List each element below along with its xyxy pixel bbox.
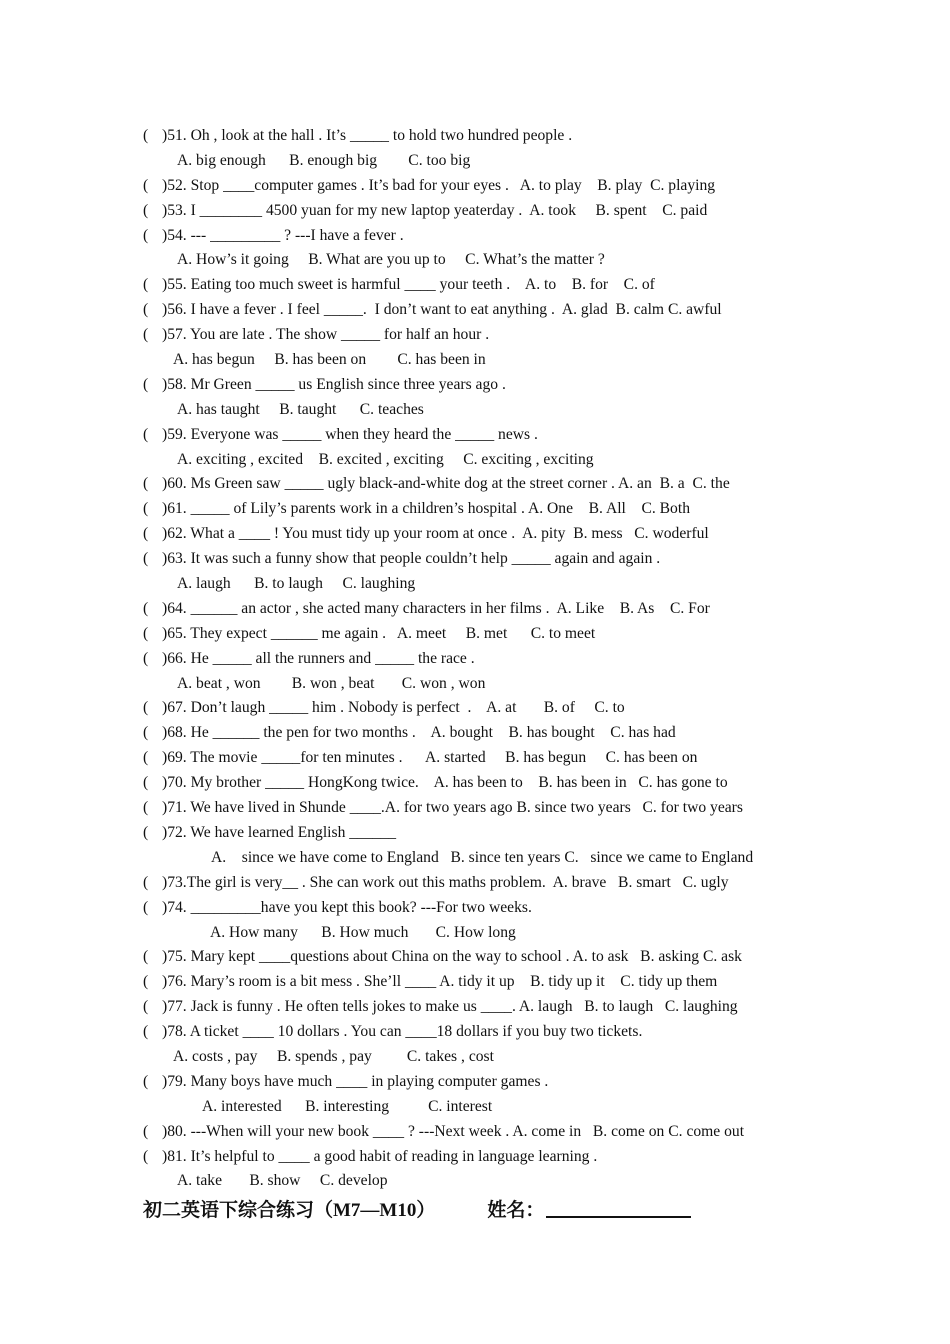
question-item bbox=[143, 896, 823, 921]
answer-bracket[interactable]: ( bbox=[143, 898, 149, 916]
answer-bracket-close: ) bbox=[162, 301, 168, 319]
answer-bracket[interactable]: ( bbox=[143, 624, 149, 642]
answer-bracket-close: ) bbox=[162, 550, 168, 568]
question-stem: 56. I have a fever . I feel _____. I don’t want to eat anything . A. glad B. calm C. awful bbox=[167, 301, 722, 319]
question-item bbox=[143, 174, 823, 199]
question-stem: 64. ______ an actor , she acted many characters in her films . A. Like B. As C. For bbox=[167, 599, 710, 617]
question-stem: 79. Many boys have much ____ in playing computer games . bbox=[167, 1072, 549, 1090]
worksheet-footer bbox=[143, 1196, 823, 1224]
question-item bbox=[143, 547, 823, 572]
answer-bracket-close: ) bbox=[162, 649, 168, 667]
answer-bracket[interactable]: ( bbox=[143, 724, 149, 742]
question-stem: 63. It was such a funny show that people couldn’t help _____ again and again . bbox=[167, 550, 661, 568]
answer-bracket[interactable]: ( bbox=[143, 1122, 149, 1140]
question-options: A. How’s it going B. What are you up to C. What’s the matter ? bbox=[177, 251, 605, 269]
question-stem: 71. We have lived in Shunde ____.A. for two years ago B. since two years C. for two years bbox=[167, 799, 743, 817]
question-stem: 77. Jack is funny . He often tells jokes to make us ____. A. laugh B. to laugh C. laughing bbox=[167, 998, 738, 1016]
question-item bbox=[143, 746, 823, 771]
question-stem: 59. Everyone was _____ when they heard the _____ news . bbox=[167, 425, 538, 443]
question-stem: 51. Oh , look at the hall . It’s _____ to hold two hundred people . bbox=[167, 127, 573, 144]
answer-bracket-close: ) bbox=[162, 998, 168, 1016]
question-stem: 70. My brother _____ HongKong twice. A. has been to B. has been in C. has gone to bbox=[167, 774, 728, 792]
question-stem: 55. Eating too much sweet is harmful ____ your teeth . A. to B. for C. of bbox=[167, 276, 655, 294]
answer-bracket[interactable]: ( bbox=[143, 525, 149, 543]
question-stem: 58. Mr Green _____ us English since three years ago . bbox=[167, 375, 506, 393]
answer-bracket-close: ) bbox=[162, 1122, 168, 1140]
answer-bracket-close: ) bbox=[162, 1147, 168, 1165]
answer-bracket-close: ) bbox=[162, 226, 168, 244]
answer-bracket-close: ) bbox=[162, 774, 168, 792]
question-options: A. big enough B. enough big C. too big bbox=[177, 151, 471, 169]
question-stem: 74. _________have you kept this book? ---For two weeks. bbox=[167, 898, 532, 916]
answer-bracket[interactable]: ( bbox=[143, 500, 149, 518]
question-stem: 62. What a ____ ! You must tidy up your room at once . A. pity B. mess C. woderful bbox=[167, 525, 709, 543]
answer-bracket[interactable]: ( bbox=[143, 176, 149, 194]
answer-bracket-close: ) bbox=[162, 948, 168, 966]
answer-bracket-close: ) bbox=[162, 375, 168, 393]
question-stem: 53. I ________ 4500 yuan for my new laptop yeaterday . A. took B. spent C. paid bbox=[167, 201, 708, 219]
answer-bracket-close: ) bbox=[162, 425, 168, 443]
question-item bbox=[143, 497, 823, 522]
name-blank[interactable] bbox=[546, 1196, 691, 1218]
question-item bbox=[143, 995, 823, 1020]
answer-bracket[interactable]: ( bbox=[143, 749, 149, 767]
question-item bbox=[143, 796, 823, 821]
answer-bracket-close: ) bbox=[162, 799, 168, 817]
answer-bracket-close: ) bbox=[162, 699, 168, 717]
answer-bracket-close: ) bbox=[162, 973, 168, 991]
answer-bracket[interactable]: ( bbox=[143, 201, 149, 219]
answer-bracket[interactable]: ( bbox=[143, 873, 149, 891]
question-stem: 75. Mary kept ____questions about China on the way to school . A. to ask B. asking C. ask bbox=[167, 948, 742, 966]
answer-bracket[interactable]: ( bbox=[143, 699, 149, 717]
answer-bracket-close: ) bbox=[162, 1072, 168, 1090]
question-item bbox=[143, 622, 823, 647]
answer-bracket-close: ) bbox=[162, 898, 168, 916]
question-item bbox=[143, 522, 823, 547]
answer-bracket[interactable]: ( bbox=[143, 799, 149, 817]
question-stem: 69. The movie _____for ten minutes . A. started B. has begun C. has been on bbox=[167, 749, 698, 767]
question-item bbox=[143, 423, 823, 448]
question-stem: 80. ---When will your new book ____ ? ---Next week . A. come in B. come on C. come out bbox=[167, 1122, 745, 1140]
question-item bbox=[143, 647, 823, 672]
question-stem: 76. Mary’s room is a bit mess . She’ll ____ A. tidy it up B. tidy up it C. tidy up them bbox=[167, 973, 718, 991]
question-options: A. take B. show C. develop bbox=[177, 1172, 388, 1190]
question-item bbox=[143, 1070, 823, 1095]
question-item bbox=[143, 821, 823, 846]
question-stem: 66. He _____ all the runners and _____ the race . bbox=[167, 649, 475, 667]
answer-bracket-close: ) bbox=[162, 624, 168, 642]
answer-bracket-close: ) bbox=[162, 873, 168, 891]
question-stem: 67. Don’t laugh _____ him . Nobody is perfect . A. at B. of C. to bbox=[167, 699, 625, 717]
answer-bracket[interactable]: ( bbox=[143, 425, 149, 443]
question-stem: 61. _____ of Lily’s parents work in a children’s hospital . A. One B. All C. Both bbox=[167, 500, 690, 518]
question-options: A. since we have come to England B. since ten years C. since we came to England bbox=[211, 848, 754, 866]
answer-bracket-close: ) bbox=[162, 724, 168, 742]
answer-bracket[interactable]: ( bbox=[143, 1072, 149, 1090]
question-stem: 68. He ______ the pen for two months . A. bought B. has bought C. has had bbox=[167, 724, 676, 742]
answer-bracket[interactable]: ( bbox=[143, 550, 149, 568]
answer-bracket[interactable]: ( bbox=[143, 948, 149, 966]
question-item bbox=[143, 1020, 823, 1045]
question-item bbox=[143, 945, 823, 970]
question-options: A. exciting , excited B. excited , exciting C. exciting , exciting bbox=[177, 450, 594, 468]
answer-bracket[interactable]: ( bbox=[143, 649, 149, 667]
question-item bbox=[143, 1120, 823, 1145]
answer-bracket[interactable]: ( bbox=[143, 276, 149, 294]
answer-bracket-close: ) bbox=[162, 326, 168, 344]
answer-bracket[interactable]: ( bbox=[143, 823, 149, 841]
answer-bracket[interactable]: ( bbox=[143, 1023, 149, 1041]
question-item bbox=[143, 696, 823, 721]
question-options: A. has begun B. has been on C. has been in bbox=[173, 351, 486, 369]
answer-bracket-close: ) bbox=[162, 475, 168, 493]
question-stem: 65. They expect ______ me again . A. meet B. met C. to meet bbox=[167, 624, 596, 642]
question-options: A. How many B. How much C. How long bbox=[210, 923, 516, 941]
question-stem: 78. A ticket ____ 10 dollars . You can ____18 dollars if you buy two tickets. bbox=[167, 1023, 643, 1041]
question-options: A. has taught B. taught C. teaches bbox=[177, 400, 424, 418]
question-item bbox=[143, 721, 823, 746]
question-options: A. costs , pay B. spends , pay C. takes , cost bbox=[173, 1047, 494, 1065]
question-item bbox=[143, 124, 823, 149]
answer-bracket-close: ) bbox=[162, 599, 168, 617]
question-item bbox=[143, 597, 823, 622]
question-stem: 54. --- _________ ? ---I have a fever . bbox=[167, 226, 404, 244]
question-item bbox=[143, 871, 823, 896]
question-item bbox=[143, 1145, 823, 1170]
worksheet bbox=[143, 124, 823, 1224]
answer-bracket[interactable]: ( bbox=[143, 973, 149, 991]
worksheet-title: 初二英语下综合练习（M7—M10） bbox=[143, 1200, 436, 1222]
question-stem: 60. Ms Green saw _____ ugly black-and-white dog at the street corner . A. an B. a C. the bbox=[167, 475, 730, 493]
answer-bracket[interactable]: ( bbox=[143, 127, 149, 144]
answer-bracket[interactable]: ( bbox=[143, 998, 149, 1016]
answer-bracket-close: ) bbox=[162, 276, 168, 294]
name-label: 姓名： bbox=[487, 1200, 545, 1222]
answer-bracket-close: ) bbox=[162, 201, 168, 219]
question-stem: 52. Stop ____computer games . It’s bad for your eyes . A. to play B. play C. playing bbox=[167, 176, 716, 194]
answer-bracket[interactable]: ( bbox=[143, 326, 149, 344]
question-stem: 81. It’s helpful to ____ a good habit of reading in language learning . bbox=[167, 1147, 598, 1165]
answer-bracket-close: ) bbox=[162, 500, 168, 518]
answer-bracket-close: ) bbox=[162, 749, 168, 767]
question-item bbox=[143, 771, 823, 796]
question-item bbox=[143, 298, 823, 323]
question-stem: 72. We have learned English ______ bbox=[167, 823, 397, 841]
question-item bbox=[143, 199, 823, 224]
answer-bracket-close: ) bbox=[162, 823, 168, 841]
answer-bracket[interactable]: ( bbox=[143, 375, 149, 393]
question-options: A. laugh B. to laugh C. laughing bbox=[177, 575, 416, 593]
answer-bracket-close: ) bbox=[162, 127, 168, 144]
answer-bracket[interactable]: ( bbox=[143, 599, 149, 617]
answer-bracket[interactable]: ( bbox=[143, 774, 149, 792]
question-item bbox=[143, 373, 823, 398]
question-item bbox=[143, 224, 823, 249]
question-options: A. interested B. interesting C. interest bbox=[202, 1097, 493, 1115]
answer-bracket-close: ) bbox=[162, 176, 168, 194]
answer-bracket-close: ) bbox=[162, 525, 168, 543]
question-stem: 57. You are late . The show _____ for half an hour . bbox=[167, 326, 490, 344]
question-item bbox=[143, 472, 823, 497]
question-item bbox=[143, 323, 823, 348]
answer-bracket[interactable]: ( bbox=[143, 475, 149, 493]
question-options: A. beat , won B. won , beat C. won , won bbox=[177, 674, 486, 692]
answer-bracket[interactable]: ( bbox=[143, 1147, 149, 1165]
question-item bbox=[143, 970, 823, 995]
answer-bracket-close: ) bbox=[162, 1023, 168, 1041]
question-item bbox=[143, 273, 823, 298]
answer-bracket[interactable]: ( bbox=[143, 301, 149, 319]
question-stem: 73.The girl is very__ . She can work out this maths problem. A. brave B. smart C. ugly bbox=[167, 873, 729, 891]
answer-bracket[interactable]: ( bbox=[143, 226, 149, 244]
